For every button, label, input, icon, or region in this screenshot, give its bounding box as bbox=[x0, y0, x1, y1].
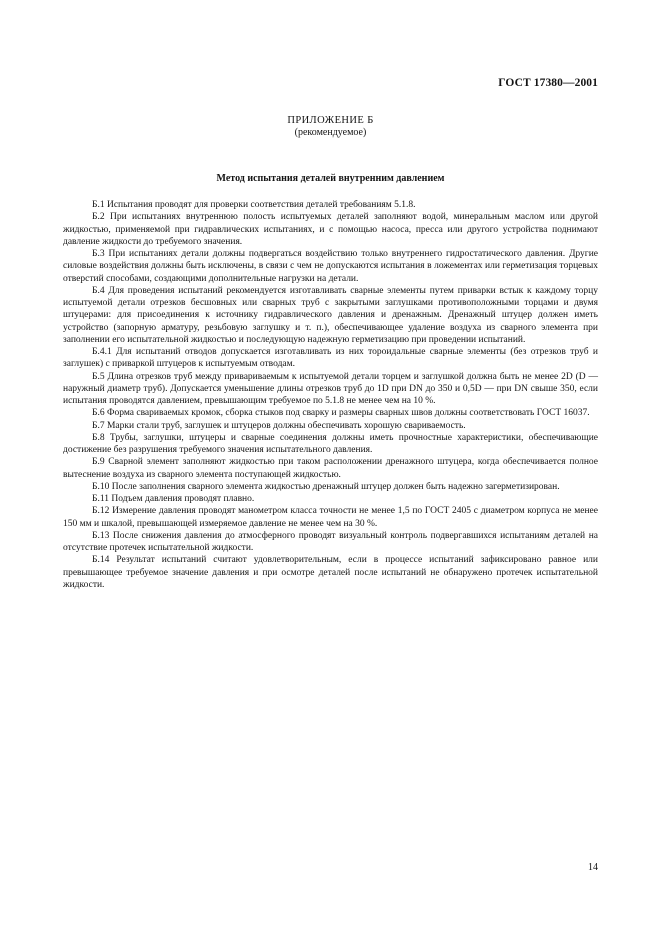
paragraph-b11: Б.11 Подъем давления проводят плавно. bbox=[92, 494, 255, 504]
paragraph-b9: Б.9 Сварной элемент заполняют жидкостью при таком расположении дренажного штуцера, когда обеспечивается полное вытеснение воздуха из сварного элемента поступающей жидкостью. bbox=[63, 457, 598, 480]
paragraph-b4-1: Б.4.1 Для испытаний отводов допускается изготавливать из них тороидальные сварные элементы (без отрезков труб и заглушек) с приваркой штуцеров к испытуемым отводам. bbox=[63, 347, 598, 370]
annex-subtitle: (рекомендуемое) bbox=[294, 127, 367, 138]
paragraph-b10: Б.10 После заполнения сварного элемента жидкостью дренажный штуцер должен быть надежно загерметизирован. bbox=[92, 481, 560, 492]
paragraph-b5: Б.5 Длина отрезков труб между привариваемым к испытуемой детали торцем и заглушкой должна быть не менее 2D (D — наружный диаметр труб). Допускается уменьшение длины отрезков труб до 1D при DN до 350 и 0,5D — при DN свыше 350, если испытания проводятся давлением, превышающим требуемое по 5.1.8 не менее чем на 10 %. bbox=[63, 371, 598, 406]
method-title: Метод испытания деталей внутренним давлением bbox=[216, 173, 445, 184]
paragraph-b7: Б.7 Марки стали труб, заглушек и штуцеров должны обеспечивать хорошую свариваемость. bbox=[92, 420, 466, 431]
paragraph-b12: Б.12 Измерение давления проводят манометром класса точности не менее 1,5 по ГОСТ 2405 с диаметром корпуса не менее 150 мм и шкалой, превышающей измеряемое давление не менее чем на 30 %. bbox=[63, 506, 598, 529]
annex-title: ПРИЛОЖЕНИЕ Б bbox=[287, 115, 374, 126]
paragraph-b2: Б.2 При испытаниях внутреннюю полость испытуемых деталей заполняют водой, минеральным маслом или другой жидкостью, применяемой при гидравлических испытаниях, и с помощью насоса, пресса или другого устройства поднимают давление жидкости до требуемого значения. bbox=[63, 212, 598, 247]
paragraph-b6: Б.6 Форма свариваемых кромок, сборка стыков под сварку и размеры сварных швов должны соответствовать ГОСТ 16037. bbox=[92, 408, 590, 419]
paragraph-b13: Б.13 После снижения давления до атмосферного проводят визуальный контроль подвергавшихся испытаниям деталей на отсутствие протечек испытательной жидкости. bbox=[63, 530, 598, 553]
paragraph-b4: Б.4 Для проведения испытаний рекомендуется изготавливать сварные элементы путем приварки встык к каждому торцу испытуемой детали отрезков бесшовных или сварных труб с закрытыми заглушками противоположными торцами и двумя штуцерами: для присоединения к источнику гидравлического давления и дренажным. Дренажный штуцер должен иметь устройство (запорную арматуру, резьбовую заглушку и т. п.), обеспечивающее удаление воздуха из сварного элемента при заполнении его испытательной жидкостью и последующую надежную герметизацию при проведении испытаний. bbox=[63, 285, 598, 345]
paragraph-b1: Б.1 Испытания проводят для проверки соответствия деталей требованиям 5.1.8. bbox=[92, 200, 416, 210]
body-text bbox=[63, 199, 598, 591]
paragraph-b14: Б.14 Результат испытаний считают удовлетворительным, если в процессе испытаний зафиксировано равное или превышающее требуемое значение давления и при осмотре деталей после испытаний не обнаружено протечек испытательной жидкости. bbox=[63, 555, 598, 590]
paragraph-b3: Б.3 При испытаниях детали должны подвергаться воздействию только внутреннего гидростатического давления. Другие силовые воздействия должны быть исключены, в связи с чем не допускаются испытания в ложементах или герметизация торцевых отверстий способами, создающими дополнительные нагрузки на детали. bbox=[63, 249, 598, 284]
paragraph-b8: Б.8 Трубы, заглушки, штуцеры и сварные соединения должны иметь прочностные характеристики, обеспечивающие достижение без разрушения требуемого значения испытательного давления. bbox=[63, 432, 598, 455]
document-code: ГОСТ 17380—2001 bbox=[498, 77, 598, 89]
page-number: 14 bbox=[588, 862, 598, 873]
